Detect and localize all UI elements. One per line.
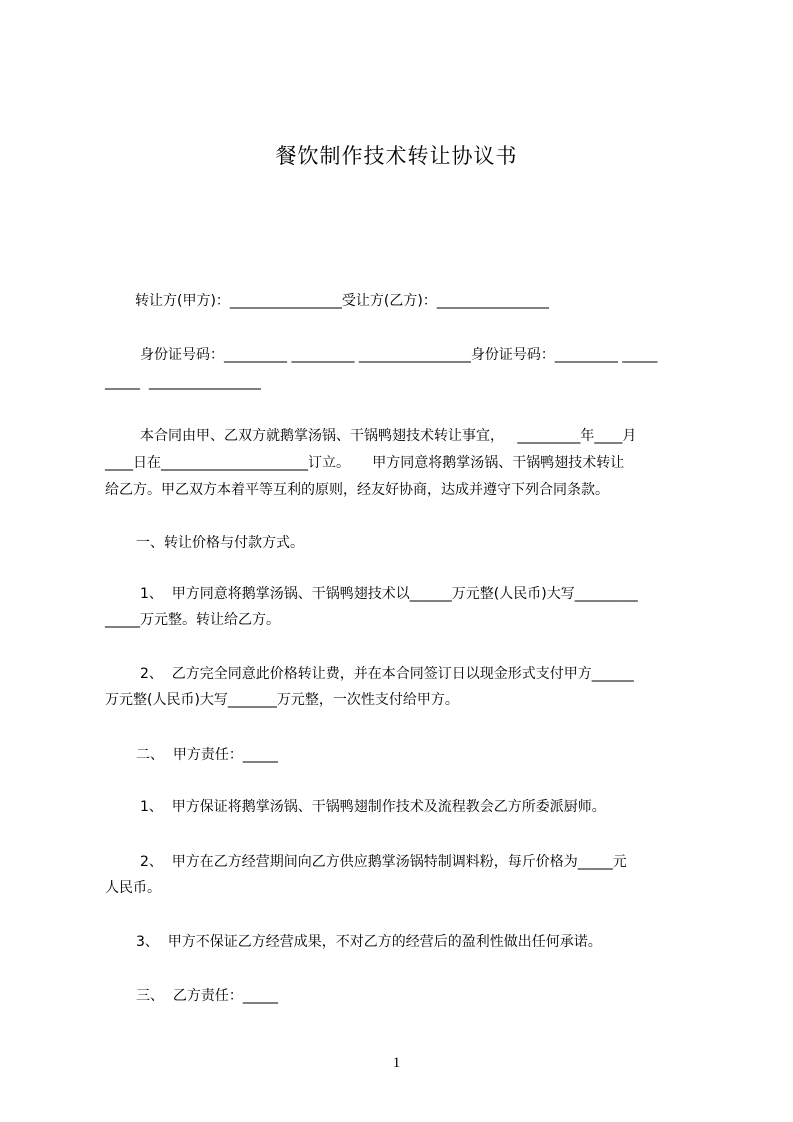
id-number-line-continued: _____ ________________: [105, 374, 261, 390]
section-heading: 二、 甲方责任：_____: [136, 747, 278, 763]
section-heading: 一、转让价格与付款方式。: [136, 535, 304, 551]
section-heading: 三、 乙方责任：_____: [136, 988, 278, 1004]
clause-line: 1、 甲方同意将鹅掌汤锅、干锅鸭翅技术以______万元整(人民币)大写_________: [140, 586, 638, 602]
clause-line: 2、 甲方在乙方经营期间向乙方供应鹅掌汤锅特制调料粉，每斤价格为_____元: [140, 854, 627, 870]
clause-line: _____万元整。转让给乙方。: [105, 612, 280, 628]
page-number: 1: [392, 1055, 401, 1071]
intro-paragraph-line: ____日在_____________________订立。 甲方同意将鹅掌汤锅、干锅鸭翅技术转让: [105, 455, 625, 471]
id-number-line: 身份证号码：_________ _________ ________________身份证号码：_________ _____: [140, 347, 658, 363]
parties-line: 转让方(甲方)：________________受让方(乙方)：________________: [135, 293, 549, 309]
clause-line: 3、 甲方不保证乙方经营成果，不对乙方的经营后的盈利性做出任何承诺。: [136, 934, 602, 950]
intro-paragraph-line: 本合同由甲、乙双方就鹅掌汤锅、干锅鸭翅技术转让事宜， _________年____月: [140, 428, 637, 444]
clause-line: 人民币。: [105, 880, 161, 896]
clause-line: 万元整(人民币)大写_______万元整，一次性支付给甲方。: [105, 692, 459, 708]
clause-line: 2、 乙方完全同意此价格转让费，并在本合同签订日以现金形式支付甲方______: [140, 666, 634, 682]
document-title: 餐饮制作技术转让协议书: [275, 144, 518, 168]
clause-line: 1、 甲方保证将鹅掌汤锅、干锅鸭翅制作技术及流程教会乙方所委派厨师。: [140, 799, 606, 815]
intro-paragraph-line: 给乙方。甲乙双方本着平等互利的原则，经友好协商，达成并遵守下列合同条款。: [105, 482, 609, 498]
